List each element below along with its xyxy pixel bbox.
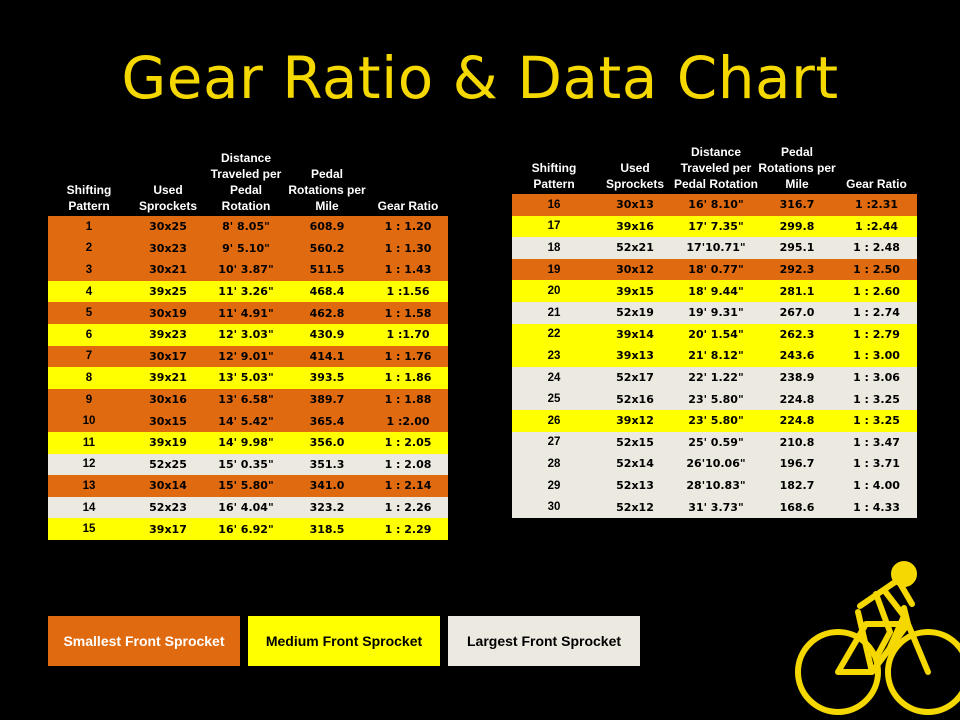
header-rotations: Pedal Rotations per Mile	[758, 145, 836, 191]
cell-used-sprockets: 52x17	[616, 371, 654, 385]
table-row	[48, 216, 448, 238]
cell-distance: 13' 5.03"	[218, 371, 274, 385]
table-header-row	[512, 144, 917, 194]
cell-shifting-pattern: 27	[547, 436, 561, 449]
table-row	[48, 518, 448, 540]
cell-gear-ratio: 1 : 2.29	[384, 522, 432, 536]
cell-gear-ratio: 1 : 1.76	[384, 349, 432, 363]
cell-used-sprockets: 52x25	[149, 457, 187, 471]
cell-gear-ratio: 1 : 2.50	[853, 263, 900, 277]
cell-gear-ratio: 1 : 3.06	[853, 371, 900, 385]
table-row	[48, 302, 448, 324]
legend-largest-front-sprocket	[448, 616, 640, 666]
cell-gear-ratio: 1 : 1.30	[384, 241, 432, 255]
cell-distance: 11' 3.26"	[218, 285, 274, 299]
cell-rotations: 414.1	[309, 349, 345, 363]
table-body-left	[48, 216, 448, 540]
front-wheel	[888, 632, 960, 712]
table-row	[48, 389, 448, 411]
cell-rotations: 351.3	[309, 457, 345, 471]
cell-shifting-pattern: 22	[547, 328, 561, 341]
cell-distance: 16' 6.92"	[218, 522, 274, 536]
cell-used-sprockets: 39x23	[149, 328, 187, 342]
cell-distance: 18' 9.44"	[688, 284, 744, 298]
rider-head	[894, 564, 914, 584]
cell-rotations: 299.8	[779, 219, 815, 233]
cell-rotations: 389.7	[309, 393, 345, 407]
cell-used-sprockets: 39x14	[616, 327, 654, 341]
cell-shifting-pattern: 4	[85, 285, 93, 298]
page-title: Gear Ratio & Data Chart	[121, 44, 839, 112]
cell-gear-ratio: 1 : 1.43	[384, 263, 432, 277]
cell-used-sprockets: 30x13	[616, 198, 654, 212]
cell-rotations: 262.3	[779, 327, 815, 341]
table-row	[512, 475, 917, 497]
cell-distance: 13' 6.58"	[218, 393, 274, 407]
table-row	[48, 367, 448, 389]
cell-gear-ratio: 1 : 1.86	[384, 371, 432, 385]
cell-shifting-pattern: 5	[85, 307, 93, 320]
cell-rotations: 341.0	[309, 479, 345, 493]
cell-shifting-pattern: 16	[547, 198, 561, 211]
header-shifting-pattern: Shifting Pattern	[531, 161, 577, 191]
header-rotations: Pedal Rotations per Mile	[288, 167, 366, 213]
cell-shifting-pattern: 15	[82, 523, 96, 536]
cell-distance: 14' 9.98"	[218, 436, 274, 450]
cell-distance: 17'10.71"	[686, 241, 746, 255]
cell-gear-ratio: 1 : 1.58	[384, 306, 432, 320]
cell-distance: 21' 8.12"	[688, 349, 744, 363]
table-row	[512, 388, 917, 410]
legend-large-label: Largest Front Sprocket	[466, 632, 622, 649]
cell-shifting-pattern: 3	[85, 263, 93, 276]
table-row	[512, 496, 917, 518]
cell-distance: 16' 8.10"	[688, 198, 744, 212]
table-row	[512, 302, 917, 324]
header-gear-ratio: Gear Ratio	[377, 199, 439, 213]
cell-shifting-pattern: 13	[82, 479, 96, 492]
cell-used-sprockets: 39x25	[149, 285, 187, 299]
table-row	[512, 367, 917, 389]
legend-medium-front-sprocket	[248, 616, 440, 666]
cell-used-sprockets: 39x21	[149, 371, 187, 385]
table-row	[512, 324, 917, 346]
header-gear-ratio: Gear Ratio	[846, 177, 907, 191]
cell-shifting-pattern: 7	[85, 350, 93, 363]
cell-shifting-pattern: 11	[82, 436, 96, 449]
cell-distance: 8' 8.05"	[222, 220, 270, 234]
table-row	[512, 453, 917, 475]
cell-shifting-pattern: 28	[547, 457, 561, 470]
cell-gear-ratio: 1 : 3.71	[853, 457, 900, 471]
cell-shifting-pattern: 9	[85, 393, 93, 406]
cell-shifting-pattern: 6	[85, 328, 93, 341]
cell-used-sprockets: 52x21	[616, 241, 654, 255]
cell-rotations: 511.5	[309, 263, 345, 277]
cell-distance: 18' 0.77"	[688, 263, 744, 277]
cell-shifting-pattern: 25	[547, 393, 561, 406]
cell-shifting-pattern: 30	[547, 501, 561, 514]
table-row	[512, 237, 917, 259]
cell-used-sprockets: 39x12	[616, 414, 654, 428]
header-distance: Distance Traveled per Pedal Rotation	[674, 145, 759, 191]
cell-distance: 20' 1.54"	[688, 327, 744, 341]
table-header-row	[48, 150, 448, 216]
cell-gear-ratio: 1 :1.56	[386, 285, 430, 299]
legend-small-label: Smallest Front Sprocket	[63, 632, 225, 649]
table-row	[512, 216, 917, 238]
table-row	[512, 259, 917, 281]
cell-used-sprockets: 52x16	[616, 392, 654, 406]
cell-used-sprockets: 39x15	[616, 284, 654, 298]
cell-used-sprockets: 52x12	[616, 500, 654, 514]
legend-smallest-front-sprocket	[48, 616, 240, 666]
cell-shifting-pattern: 24	[547, 371, 561, 384]
cell-gear-ratio: 1 : 2.05	[384, 436, 432, 450]
cell-rotations: 393.5	[309, 371, 345, 385]
cell-used-sprockets: 52x19	[616, 306, 654, 320]
table-row	[48, 281, 448, 303]
header-shifting-pattern: Shifting Pattern	[66, 183, 112, 213]
cell-used-sprockets: 39x16	[616, 219, 654, 233]
cell-gear-ratio: 1 :2.31	[854, 198, 899, 212]
cell-used-sprockets: 52x15	[616, 435, 654, 449]
cell-rotations: 168.6	[779, 500, 815, 514]
cell-shifting-pattern: 23	[547, 349, 561, 362]
cell-rotations: 316.7	[779, 198, 815, 212]
cell-gear-ratio: 1 : 3.47	[853, 435, 900, 449]
table-row	[48, 259, 448, 281]
cell-rotations: 267.0	[779, 306, 815, 320]
cell-distance: 25' 0.59"	[688, 435, 744, 449]
cell-rotations: 210.8	[779, 435, 815, 449]
legend-medium-label: Medium Front Sprocket	[265, 632, 423, 649]
cell-gear-ratio: 1 : 3.25	[853, 414, 900, 428]
header-used-sprockets: Used Sprockets	[605, 161, 665, 191]
legend	[48, 616, 640, 666]
gear-table-left	[48, 150, 448, 540]
cell-gear-ratio: 1 : 2.08	[384, 457, 432, 471]
cell-shifting-pattern: 8	[85, 371, 93, 384]
cell-used-sprockets: 52x23	[149, 501, 187, 515]
cell-distance: 17' 7.35"	[688, 219, 744, 233]
table-row	[48, 475, 448, 497]
table-row	[48, 454, 448, 476]
table-row	[48, 346, 448, 368]
cell-rotations: 356.0	[309, 436, 345, 450]
cell-gear-ratio: 1 : 2.60	[853, 284, 900, 298]
cell-rotations: 323.2	[309, 501, 345, 515]
cell-gear-ratio: 1 : 4.00	[853, 479, 900, 493]
cell-gear-ratio: 1 :2.44	[854, 219, 899, 233]
cell-shifting-pattern: 29	[547, 479, 561, 492]
cell-shifting-pattern: 26	[547, 414, 561, 427]
table-row	[512, 280, 917, 302]
gear-table-right	[512, 144, 917, 518]
cell-shifting-pattern: 21	[547, 306, 561, 319]
cell-distance: 16' 4.04"	[218, 501, 274, 515]
cell-shifting-pattern: 2	[85, 242, 93, 255]
cell-used-sprockets: 52x14	[616, 457, 654, 471]
cell-shifting-pattern: 14	[82, 501, 96, 514]
cell-distance: 22' 1.22"	[688, 371, 744, 385]
cell-gear-ratio: 1 : 3.00	[853, 349, 900, 363]
cell-used-sprockets: 30x14	[149, 479, 187, 493]
cell-rotations: 243.6	[779, 349, 815, 363]
table-row	[512, 432, 917, 454]
cell-used-sprockets: 30x25	[149, 220, 187, 234]
cell-rotations: 182.7	[779, 479, 815, 493]
cell-gear-ratio: 1 : 1.88	[384, 393, 432, 407]
cell-rotations: 430.9	[309, 328, 345, 342]
cell-rotations: 196.7	[779, 457, 815, 471]
cell-distance: 12' 9.01"	[218, 349, 274, 363]
cell-gear-ratio: 1 : 2.74	[853, 306, 900, 320]
cell-gear-ratio: 1 :2.00	[386, 414, 430, 428]
cell-distance: 12' 3.03"	[218, 328, 274, 342]
table-row	[512, 410, 917, 432]
cell-used-sprockets: 39x17	[149, 522, 187, 536]
table-row	[48, 324, 448, 346]
cell-used-sprockets: 30x23	[149, 241, 187, 255]
table-row	[48, 410, 448, 432]
cell-distance: 31' 3.73"	[688, 500, 744, 514]
cell-rotations: 224.8	[779, 414, 815, 428]
cell-rotations: 365.4	[309, 414, 345, 428]
cell-distance: 15' 0.35"	[218, 457, 274, 471]
header-used-sprockets: Used Sprockets	[138, 183, 198, 213]
cell-distance: 19' 9.31"	[688, 306, 744, 320]
cell-shifting-pattern: 12	[82, 458, 96, 471]
cell-rotations: 608.9	[309, 220, 345, 234]
cell-shifting-pattern: 10	[82, 415, 96, 428]
cell-used-sprockets: 39x19	[149, 436, 187, 450]
cell-rotations: 468.4	[309, 285, 345, 299]
cell-gear-ratio: 1 : 2.26	[384, 501, 432, 515]
cell-distance: 11' 4.91"	[218, 306, 274, 320]
cell-shifting-pattern: 17	[547, 220, 561, 233]
table-row	[512, 194, 917, 216]
cell-distance: 15' 5.80"	[218, 479, 274, 493]
cell-rotations: 295.1	[779, 241, 815, 255]
cell-gear-ratio: 1 : 3.25	[853, 392, 900, 406]
cell-rotations: 462.8	[309, 306, 345, 320]
cell-distance: 10' 3.87"	[218, 263, 274, 277]
cell-rotations: 318.5	[309, 522, 345, 536]
cell-used-sprockets: 30x15	[149, 414, 187, 428]
table-row	[48, 432, 448, 454]
cell-used-sprockets: 52x13	[616, 479, 654, 493]
cell-gear-ratio: 1 : 2.48	[853, 241, 900, 255]
cell-shifting-pattern: 1	[85, 220, 93, 233]
table-row	[48, 497, 448, 519]
table-row	[48, 238, 448, 260]
cell-rotations: 224.8	[779, 392, 815, 406]
cell-used-sprockets: 30x16	[149, 393, 187, 407]
cell-rotations: 238.9	[779, 371, 815, 385]
table-body-right	[512, 194, 917, 518]
cell-rotations: 560.2	[309, 241, 345, 255]
cell-distance: 28'10.83"	[686, 479, 746, 493]
cell-shifting-pattern: 18	[547, 241, 561, 254]
cell-used-sprockets: 30x19	[149, 306, 187, 320]
cell-distance: 9' 5.10"	[222, 241, 270, 255]
cell-gear-ratio: 1 : 4.33	[853, 500, 900, 514]
header-distance: Distance Traveled per Pedal Rotation	[210, 151, 282, 213]
cell-gear-ratio: 1 : 2.79	[853, 327, 900, 341]
cell-shifting-pattern: 19	[547, 263, 561, 276]
cell-distance: 23' 5.80"	[688, 414, 744, 428]
cell-distance: 26'10.06"	[686, 457, 746, 471]
cell-used-sprockets: 30x12	[616, 263, 654, 277]
cell-rotations: 281.1	[779, 284, 815, 298]
cyclist-icon	[780, 560, 960, 720]
cell-gear-ratio: 1 :1.70	[386, 328, 430, 342]
cell-distance: 23' 5.80"	[688, 392, 744, 406]
cell-distance: 14' 5.42"	[218, 414, 274, 428]
cell-gear-ratio: 1 : 1.20	[384, 220, 432, 234]
table-row	[512, 345, 917, 367]
cell-used-sprockets: 39x13	[616, 349, 654, 363]
cell-shifting-pattern: 20	[547, 285, 561, 298]
cell-gear-ratio: 1 : 2.14	[384, 479, 432, 493]
cell-rotations: 292.3	[779, 263, 815, 277]
cell-used-sprockets: 30x21	[149, 263, 187, 277]
cell-used-sprockets: 30x17	[149, 349, 187, 363]
